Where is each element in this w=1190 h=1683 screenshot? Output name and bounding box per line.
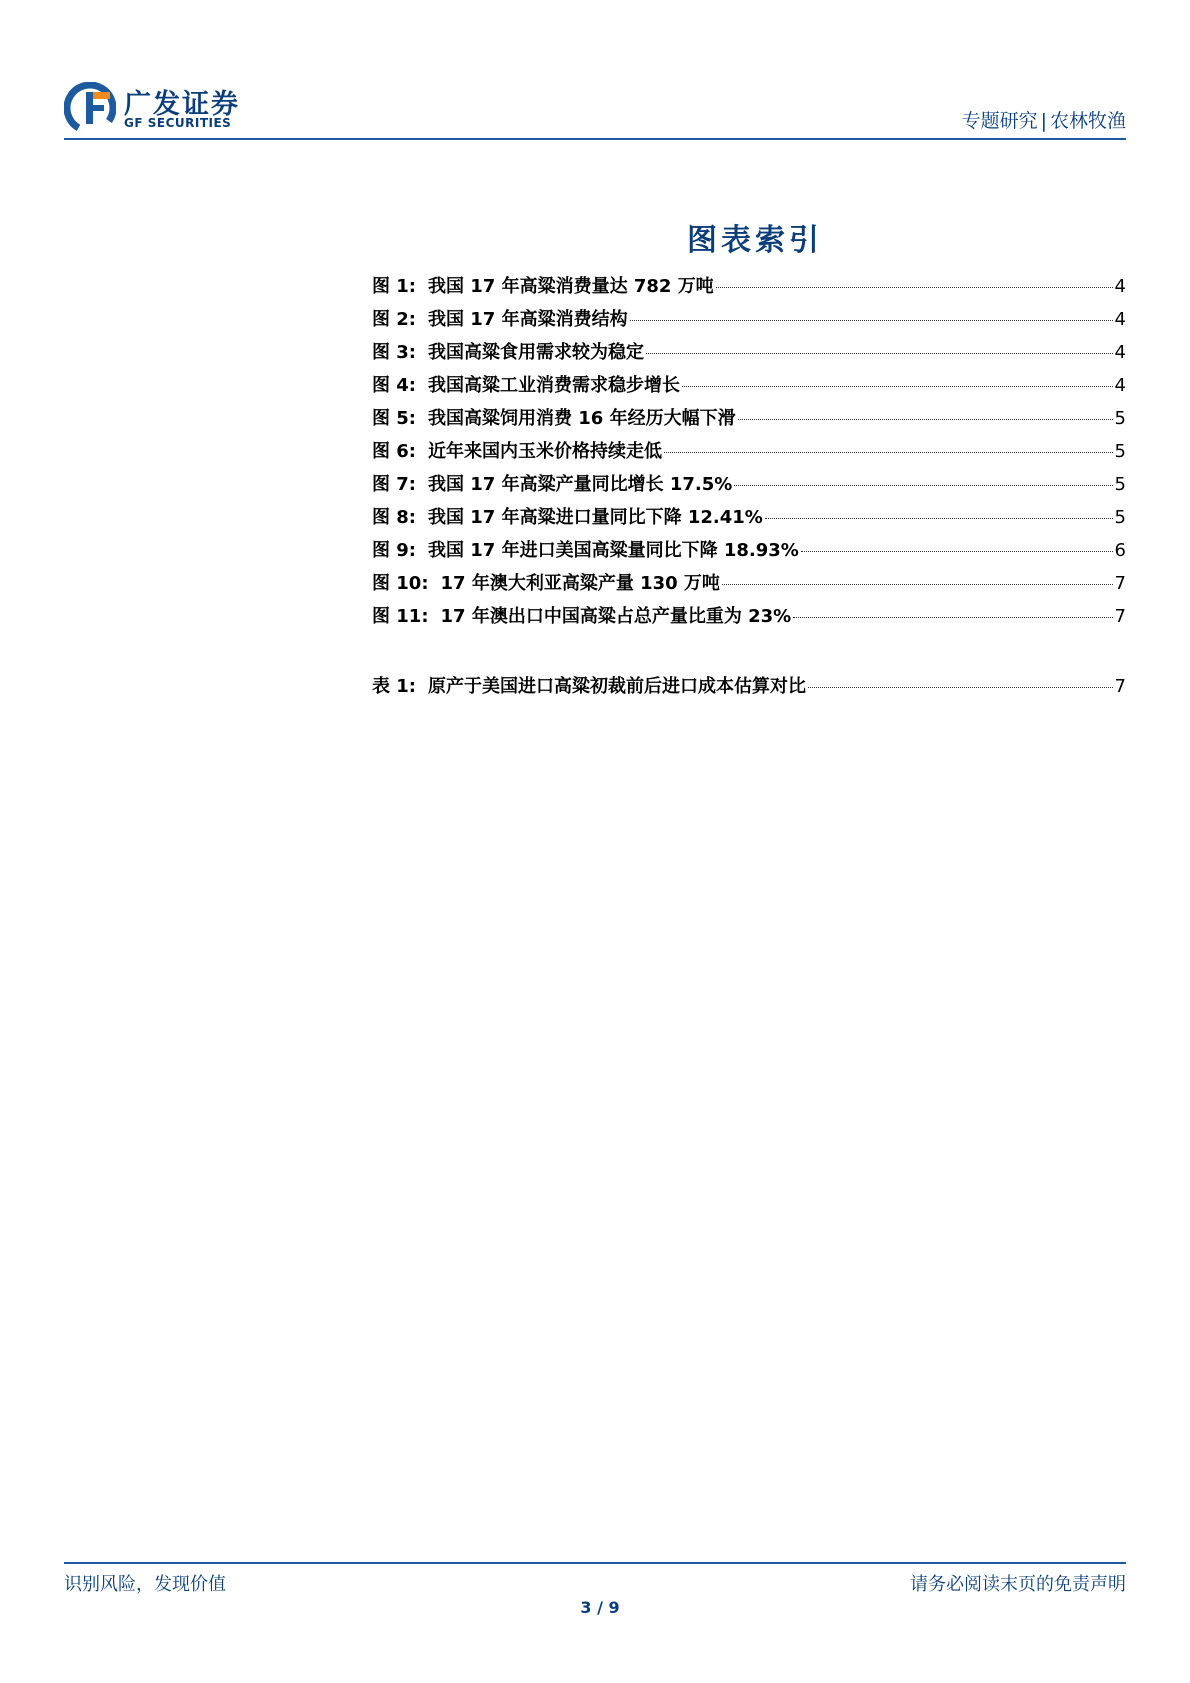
category-separator: | — [1040, 110, 1047, 132]
sector-label: 农林牧渔 — [1049, 110, 1126, 132]
toc-leader-dots — [722, 584, 1113, 585]
footer-disclaimer-note: 请务必阅读末页的免责声明 — [910, 1574, 1126, 1595]
toc-entry[interactable] — [372, 602, 1126, 635]
toc-entry[interactable] — [372, 503, 1126, 536]
toc-entry-text: 我国高粱食用需求较为稳定 — [428, 342, 644, 363]
toc-entry-page: 5 — [1114, 408, 1126, 429]
toc-entry-number: 图 11: — [372, 606, 429, 627]
toc-entry-number: 图 2: — [372, 309, 416, 330]
toc-entry-text: 原产于美国进口高粱初裁前后进口成本估算对比 — [428, 676, 806, 697]
toc-entry-text: 我国 17 年高粱消费量达 782 万吨 — [428, 276, 714, 297]
toc-entry-number: 图 5: — [372, 408, 416, 429]
toc-entry-text: 我国 17 年高粱进口量同比下降 12.41% — [428, 507, 763, 528]
gf-logo-icon — [64, 82, 116, 134]
toc-entry[interactable] — [372, 470, 1126, 503]
toc-entry-page: 4 — [1114, 342, 1126, 363]
toc-entry-number: 表 1: — [372, 676, 416, 697]
toc-entry-page: 5 — [1114, 441, 1126, 462]
figure-index — [372, 272, 1126, 635]
toc-leader-dots — [682, 386, 1113, 387]
toc-entry-number: 图 9: — [372, 540, 416, 561]
footer-divider — [64, 1562, 1126, 1564]
toc-entry-number: 图 1: — [372, 276, 416, 297]
toc-entry-number: 图 8: — [372, 507, 416, 528]
table-index — [372, 672, 1126, 705]
toc-entry-number: 图 7: — [372, 474, 416, 495]
toc-entry-number: 图 4: — [372, 375, 416, 396]
toc-leader-dots — [734, 485, 1112, 486]
toc-entry-text: 我国 17 年高粱产量同比增长 17.5% — [428, 474, 733, 495]
toc-entry-number: 图 6: — [372, 441, 416, 462]
report-category — [962, 106, 1126, 133]
toc-entry[interactable] — [372, 371, 1126, 404]
toc-entry-number: 图 10: — [372, 573, 429, 594]
toc-entry-text: 近年来国内玉米价格持续走低 — [428, 441, 662, 462]
toc-entry-page: 7 — [1114, 606, 1126, 627]
toc-entry[interactable] — [372, 272, 1126, 305]
header-divider — [64, 138, 1126, 140]
toc-entry-text: 17 年澳出口中国高粱占总产量比重为 23% — [440, 606, 792, 627]
toc-entry-page: 6 — [1114, 540, 1126, 561]
footer-slogan: 识别风险，发现价值 — [64, 1574, 226, 1595]
toc-leader-dots — [765, 518, 1113, 519]
toc-leader-dots — [716, 287, 1113, 288]
toc-entry-page: 5 — [1114, 507, 1126, 528]
company-logo — [64, 80, 254, 138]
logo-english-name: GF SECURITIES — [124, 116, 232, 130]
toc-title: 图表索引 — [687, 223, 823, 258]
toc-leader-dots — [630, 320, 1113, 321]
toc-entry[interactable] — [372, 404, 1126, 437]
toc-entry-page: 4 — [1114, 375, 1126, 396]
toc-entry-text: 我国高粱饲用消费 16 年经历大幅下滑 — [428, 408, 736, 429]
toc-entry-page: 7 — [1114, 676, 1126, 697]
toc-leader-dots — [801, 551, 1113, 552]
toc-entry[interactable] — [372, 338, 1126, 371]
toc-leader-dots — [793, 617, 1112, 618]
category-label: 专题研究 — [961, 110, 1038, 132]
toc-leader-dots — [646, 353, 1113, 354]
toc-entry-text: 我国 17 年高粱消费结构 — [428, 309, 628, 330]
toc-leader-dots — [664, 452, 1113, 453]
toc-leader-dots — [808, 687, 1113, 688]
logo-chinese-name: 广发证券 — [124, 89, 240, 120]
toc-entry-text: 我国高粱工业消费需求稳步增长 — [428, 375, 680, 396]
toc-entry-text: 17 年澳大利亚高粱产量 130 万吨 — [440, 573, 720, 594]
toc-entry-page: 4 — [1114, 309, 1126, 330]
page-number: 3 / 9 — [580, 1598, 620, 1617]
toc-entry-page: 4 — [1114, 276, 1126, 297]
toc-entry-page: 7 — [1114, 573, 1126, 594]
toc-entry-number: 图 3: — [372, 342, 416, 363]
toc-entry[interactable] — [372, 437, 1126, 470]
toc-entry[interactable] — [372, 305, 1126, 338]
toc-entry[interactable] — [372, 569, 1126, 602]
toc-entry[interactable] — [372, 672, 1126, 705]
toc-entry[interactable] — [372, 536, 1126, 569]
toc-entry-page: 5 — [1114, 474, 1126, 495]
toc-leader-dots — [738, 419, 1113, 420]
toc-entry-text: 我国 17 年进口美国高粱量同比下降 18.93% — [428, 540, 799, 561]
